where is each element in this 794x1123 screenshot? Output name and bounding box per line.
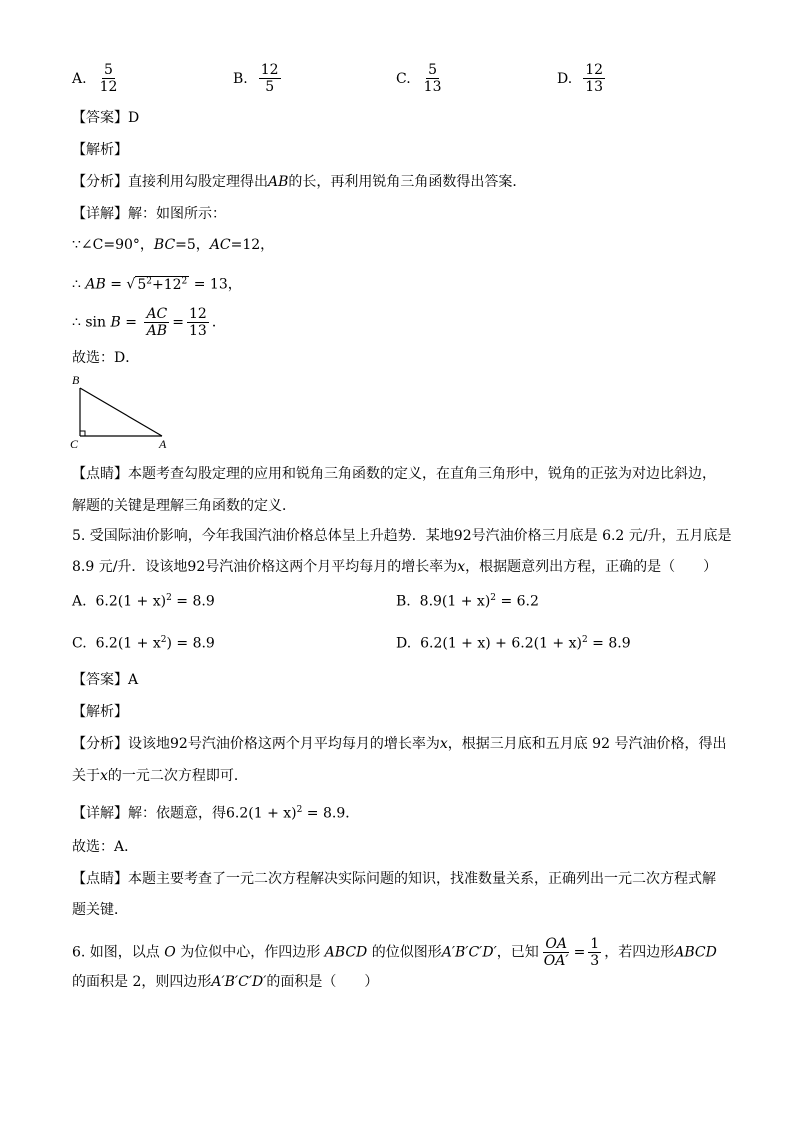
- q5-answer: 【答案】A: [72, 672, 139, 688]
- q4-detail: 【详解】解：如图所示：: [72, 206, 226, 222]
- q5-stem-1: 5. 受国际油价影响，今年我国汽油价格总体呈上升趋势．某地92号汽油价格三月底是 6.2 元/升，五月底是: [72, 528, 732, 544]
- q4-option-a: [72, 62, 122, 95]
- radicand: $5^2+12^2$: [137, 276, 188, 293]
- side-ab: [80, 388, 162, 436]
- q5-comment-1: 【点睛】本题主要考查了一元二次方程解决实际问题的知识，找准数量关系，正确列出一元二次方程式解: [72, 871, 716, 887]
- q4-comment-2: 解题的关键是理解三角函数的定义．: [72, 498, 296, 514]
- q5-option-d: D. $6.2(1 + x) + 6.2(1 + x)^2 = 8.9$: [396, 635, 631, 652]
- option-label: C.: [396, 70, 411, 87]
- q5-option-b: B. $8.9(1 + x)^2 = 6.2$: [396, 593, 539, 610]
- option-label: B.: [233, 70, 248, 87]
- q6-stem-1: 6. 如图，以点 O 为位似中心，作四边形 ABCD 的位似图形A′B′C′D′，已知 $\frac{OA}{OA'}$ = $\frac{1}{3}$ ，若四边形ABCD: [72, 936, 717, 969]
- q5-option-c: C. $6.2(1 + x^2) = 8.9$: [72, 635, 215, 652]
- q5-choice: 故选：A．: [72, 839, 139, 855]
- sin-value-fraction: $\frac{12}{13}$: [189, 306, 207, 339]
- sqrt-icon: √: [126, 276, 136, 293]
- q4-sin-calc: ∴ sin B = $\frac{AC}{AB}$ = $\frac{12}{13}$ ．: [72, 306, 226, 339]
- option-fraction: $\frac{5}{13}$: [423, 62, 442, 95]
- q5-detail: 【详解】解：依题意，得$6.2(1 + x)^2 = 8.9$．: [72, 805, 360, 822]
- ratio-fraction: $\frac{OA}{OA'}$: [543, 936, 569, 969]
- option-label: D.: [557, 70, 573, 87]
- q4-option-d: [557, 62, 608, 95]
- vertex-a-label: A: [159, 437, 167, 451]
- q5-analysis-1: 【分析】设该地92号汽油价格这两个月平均每月的增长率为x，根据三月底和五月底 92 号汽油价格，得出: [72, 736, 727, 752]
- q6-stem-2: 的面积是 2，则四边形A′B′C′D′的面积是（ ）: [72, 974, 379, 990]
- q5-option-a: A. $6.2(1 + x)^2 = 8.9$: [72, 593, 215, 610]
- q5-analysis-2: 关于x的一元二次方程即可．: [72, 768, 248, 784]
- q4-analysis: 【分析】直接利用勾股定理得出AB的长，再利用锐角三角函数得出答案．: [72, 174, 527, 190]
- option-fraction: $\frac{5}{12}$: [99, 62, 118, 95]
- q5-stem-2: 8.9 元/升．设该地92号汽油价格这两个月平均每月的增长率为x，根据题意列出方程，正确的是（ ）: [72, 559, 718, 575]
- vertex-c-label: C: [70, 437, 79, 451]
- q5-jiexi: 【解析】: [72, 704, 128, 720]
- q4-jiexi: 【解析】: [72, 142, 128, 158]
- q4-option-c: [396, 62, 447, 95]
- q4-ab-calc: ∴ AB = √ $5^2+12^2 = 13$，: [72, 276, 242, 293]
- q4-option-b: [233, 62, 284, 95]
- q4-given: ∵∠C=90°，BC=5，AC=12，: [72, 237, 275, 253]
- q4-answer: 【答案】D: [72, 110, 140, 126]
- sin-fraction: $\frac{AC}{AB}$: [146, 306, 168, 339]
- option-label: A.: [72, 70, 87, 87]
- option-fraction: $\frac{12}{5}$: [260, 62, 279, 95]
- ratio-value-fraction: $\frac{1}{3}$: [590, 936, 600, 969]
- q5-comment-2: 题关键．: [72, 902, 128, 918]
- option-fraction: $\frac{12}{13}$: [585, 62, 604, 95]
- right-angle-mark: [80, 431, 85, 436]
- triangle-figure: [66, 372, 176, 452]
- q4-choice: 故选：D．: [72, 350, 140, 366]
- vertex-b-label: B: [72, 373, 80, 387]
- q4-comment-1: 【点睛】本题考查勾股定理的应用和锐角三角函数的定义，在直角三角形中，锐角的正弦为对边比斜边，: [72, 466, 716, 482]
